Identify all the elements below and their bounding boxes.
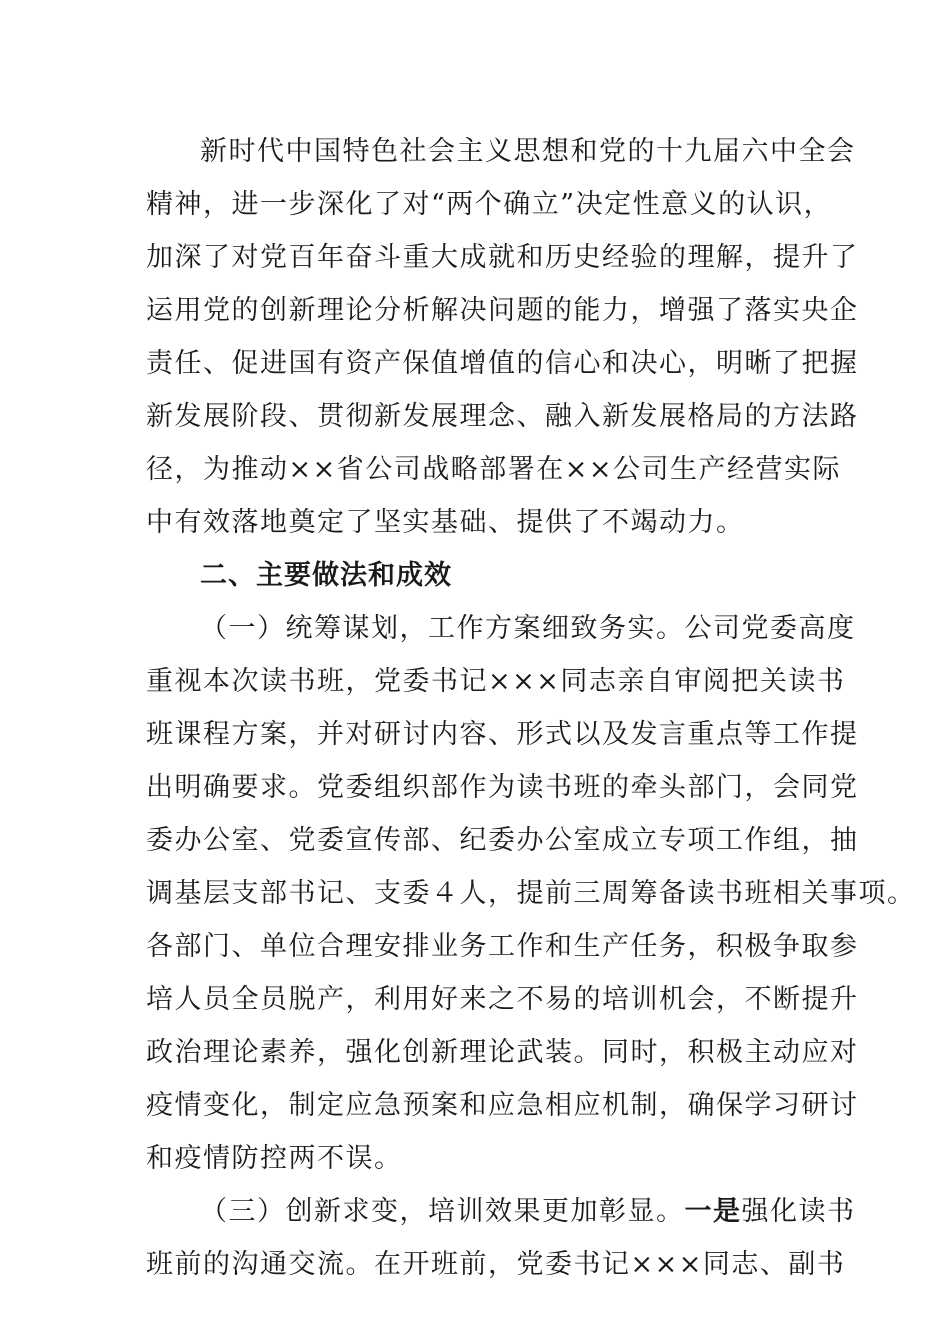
paragraph-line: 班课程方案，并对研讨内容、形式以及发言重点等工作提: [146, 719, 859, 750]
paragraph-line: 新时代中国特色社会主义思想和党的十九届六中全会: [200, 136, 856, 167]
paragraph-line: 培人员全员脱产，利用好来之不易的培训机会，不断提升: [146, 984, 859, 1015]
paragraph-line: 中有效落地奠定了坚实基础、提供了不竭动力。: [146, 507, 745, 538]
paragraph-line: 和疫情防控两不误。: [146, 1143, 403, 1174]
paragraph-line: 责任、促进国有资产保值增值的信心和决心，明晰了把握: [146, 348, 859, 379]
paragraph-line: 运用党的创新理论分析解决问题的能力，增强了落实央企: [146, 295, 859, 326]
paragraph-line: 疫情变化，制定应急预案和应急相应机制，确保学习研讨: [146, 1090, 859, 1121]
emphasis-text: 一是: [684, 1196, 742, 1227]
paragraph-line: 委办公室、党委宣传部、纪委办公室成立专项工作组，抽: [146, 825, 859, 856]
paragraph-line: 政治理论素养，强化创新理论武装。同时，积极主动应对: [146, 1037, 859, 1068]
paragraph-line: 重视本次读书班，党委书记×××同志亲自审阅把关读书: [146, 666, 846, 697]
paragraph-rest: 强化读书: [741, 1196, 856, 1227]
paragraph-line: 精神，进一步深化了对“两个确立”决定性意义的认识，: [146, 189, 833, 220]
paragraph-line: 调基层支部书记、支委４人，提前三周筹备读书班相关事项。: [146, 878, 916, 909]
paragraph-line: 班前的沟通交流。在开班前，党委书记×××同志、副书: [146, 1249, 846, 1280]
paragraph-line: 各部门、单位合理安排业务工作和生产任务，积极争取参: [146, 931, 859, 962]
paragraph-line: 径，为推动××省公司战略部署在××公司生产经营实际: [146, 454, 841, 485]
paragraph-line: 出明确要求。党委组织部作为读书班的牵头部门，会同党: [146, 772, 859, 803]
paragraph-line: （一）统筹谋划，工作方案细致务实。公司党委高度: [200, 613, 856, 644]
paragraph-line: 加深了对党百年奋斗重大成就和历史经验的理解，提升了: [146, 242, 859, 273]
paragraph-line: 新发展阶段、贯彻新发展理念、融入新发展格局的方法路: [146, 401, 859, 432]
paragraph-lead: （三）创新求变，培训效果更加彰显。: [200, 1196, 685, 1227]
section-heading: 二、主要做法和成效: [200, 560, 452, 591]
paragraph-line: [200, 1194, 856, 1230]
